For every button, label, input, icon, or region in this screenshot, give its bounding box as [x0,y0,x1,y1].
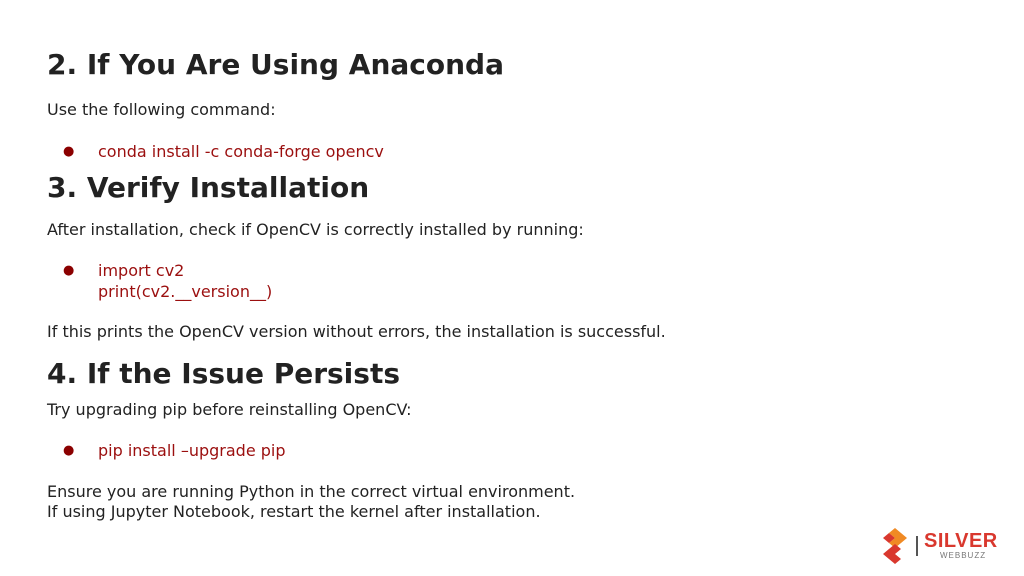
code-import-cv2: import cv2 [98,261,185,280]
bullet-dot-icon: ● [63,144,75,159]
section-heading-persists: 4. If the Issue Persists [47,357,400,390]
section-heading-verify: 3. Verify Installation [47,171,370,204]
code-print-version: print(cv2.__version__) [98,282,273,301]
note-virtual-env: Ensure you are running Python in the correct virtual environment. [47,482,576,501]
bullet-dot-icon: ● [63,443,75,458]
logo-subtext: WEBBUZZ [940,551,987,560]
slide-content [47,0,987,576]
section-heading-anaconda: 2. If You Are Using Anaconda [47,48,504,81]
section-outro-verify: If this prints the OpenCV version without errors, the installation is successful. [47,322,666,341]
silver-webbuzz-logo-icon [880,526,910,566]
section-intro-anaconda: Use the following command: [47,100,276,119]
logo-wordmark: SILVER [924,530,998,552]
section-intro-persists: Try upgrading pip before reinstalling OpenCV: [47,400,412,419]
bullet-dot-icon: ● [63,263,75,278]
brand-logo [880,526,1006,566]
section-intro-verify: After installation, check if OpenCV is correctly installed by running: [47,220,584,239]
note-jupyter-restart: If using Jupyter Notebook, restart the kernel after installation. [47,502,541,521]
code-conda-install: conda install -c conda-forge opencv [98,142,384,161]
code-pip-upgrade: pip install –upgrade pip [98,441,286,460]
logo-separator [916,536,918,556]
